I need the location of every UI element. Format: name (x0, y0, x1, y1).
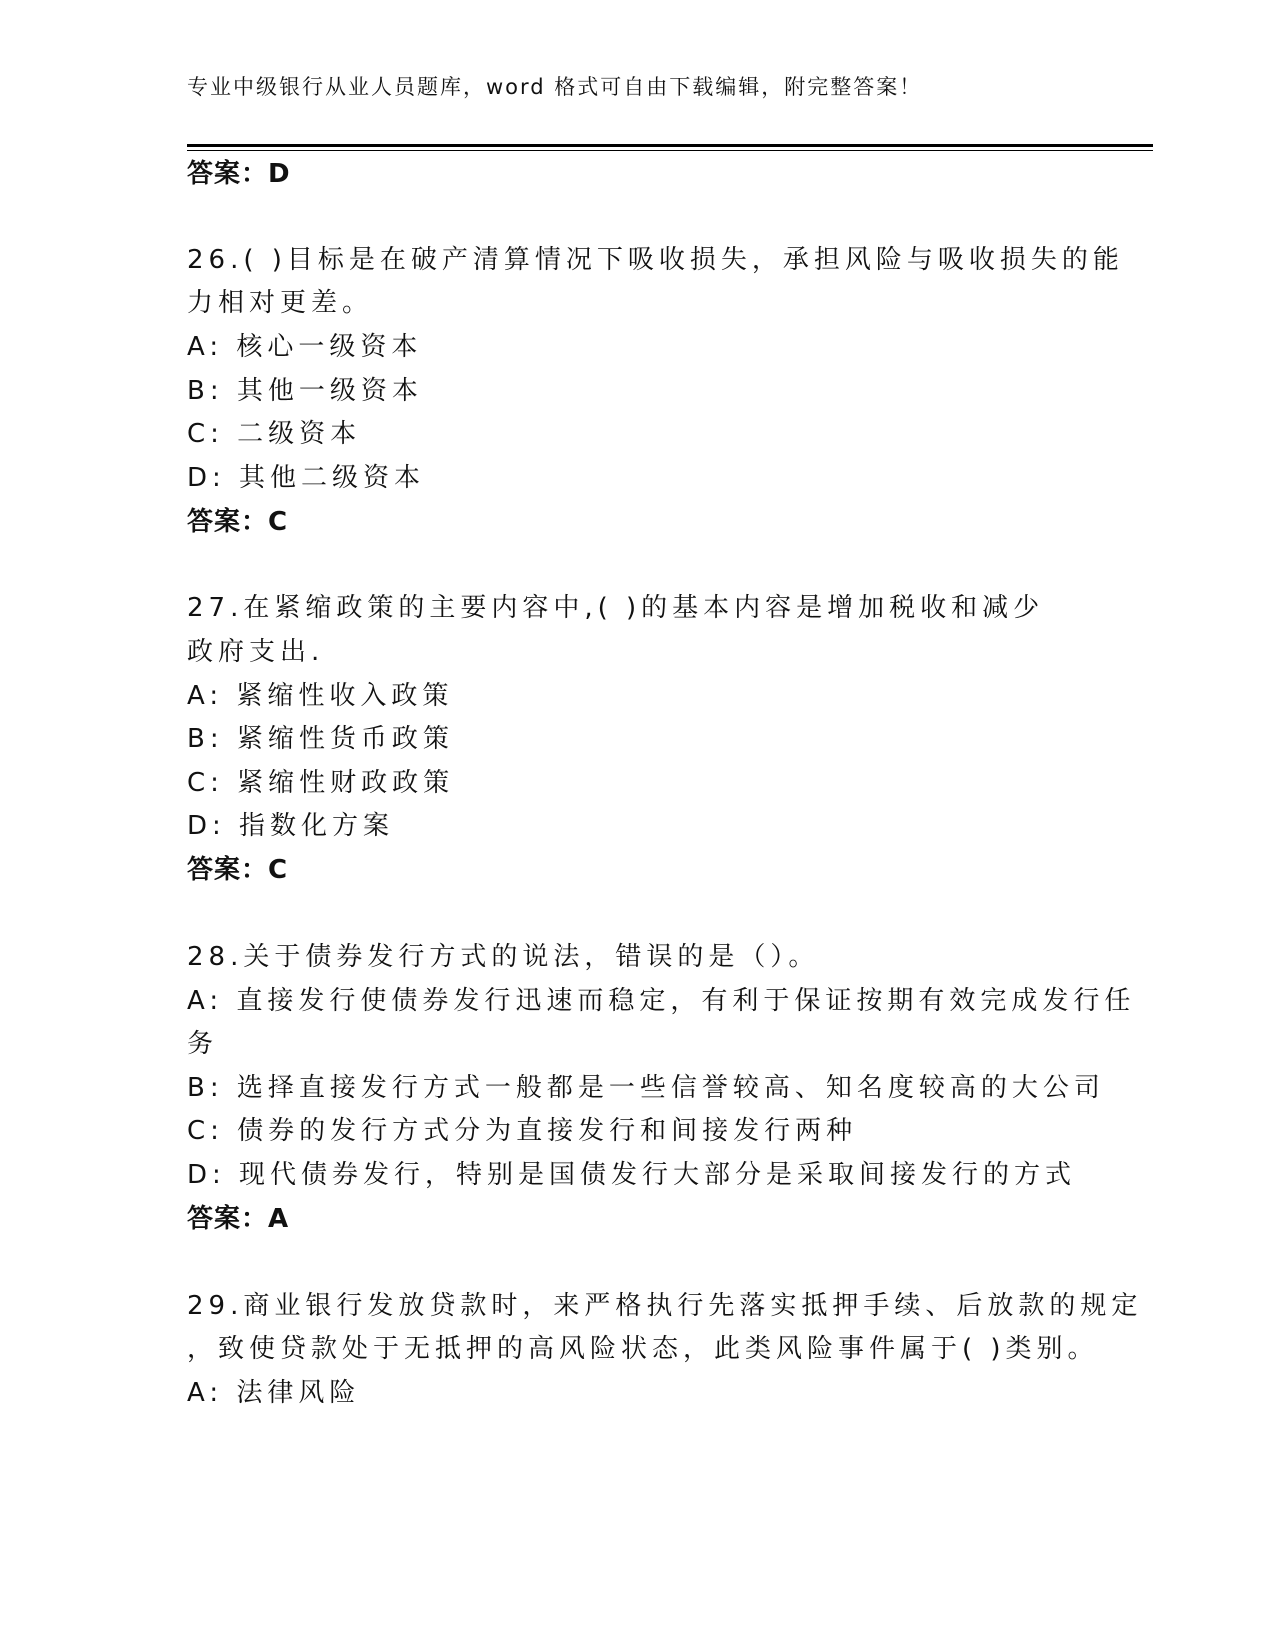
q26-option-d: D: 其他二级资本 (187, 463, 426, 493)
q27-option-c: C: 紧缩性财政政策 (187, 768, 455, 798)
q28-option-d: D: 现代债券发行，特别是国债发行大部分是采取间接发行的方式 (187, 1160, 1077, 1190)
q28-stem-line-1: 28.关于债券发行方式的说法，错误的是（）。 (187, 942, 820, 972)
q27-option-a: A: 紧缩性收入政策 (187, 681, 454, 711)
q27-answer: 答案：C (187, 855, 289, 885)
q27-stem-line-1: 27.在紧缩政策的主要内容中,( )的基本内容是增加税收和减少 (187, 593, 1045, 623)
q29-stem-line-1: 29.商业银行发放贷款时，来严格执行先落实抵押手续、后放款的规定 (187, 1291, 1143, 1321)
q26-stem-line-1: 26.( )目标是在破产清算情况下吸收损失，承担风险与吸收损失的能 (187, 245, 1124, 275)
q29-option-a: A: 法律风险 (187, 1378, 361, 1408)
q27-option-b: B: 紧缩性货币政策 (187, 724, 454, 754)
q27-option-d: D: 指数化方案 (187, 811, 395, 841)
q26-stem-line-2: 力相对更差。 (187, 288, 374, 318)
q26-option-c: C: 二级资本 (187, 419, 362, 449)
q27-stem-line-2: 政府支出. (187, 637, 325, 667)
q29-stem-line-2: ，致使贷款处于无抵押的高风险状态，此类风险事件属于( )类别。 (187, 1334, 1099, 1364)
previous-answer: 答案：D (187, 159, 291, 189)
q26-answer: 答案：C (187, 507, 289, 537)
q28-option-a-line-2: 务 (187, 1029, 219, 1059)
header-rule-thin (187, 150, 1153, 151)
q26-option-b: B: 其他一级资本 (187, 376, 423, 406)
q28-option-c: C: 债券的发行方式分为直接发行和间接发行两种 (187, 1116, 858, 1146)
q28-option-a-line-1: A: 直接发行使债券发行迅速而稳定，有利于保证按期有效完成发行任 (187, 986, 1136, 1016)
page-header: 专业中级银行从业人员题库，word 格式可自由下载编辑，附完整答案！ (187, 75, 923, 99)
q28-answer: 答案：A (187, 1204, 290, 1234)
header-rule-thick (187, 144, 1153, 147)
q26-option-a: A: 核心一级资本 (187, 332, 423, 362)
q28-option-b: B: 选择直接发行方式一般都是一些信誉较高、知名度较高的大公司 (187, 1073, 1105, 1103)
